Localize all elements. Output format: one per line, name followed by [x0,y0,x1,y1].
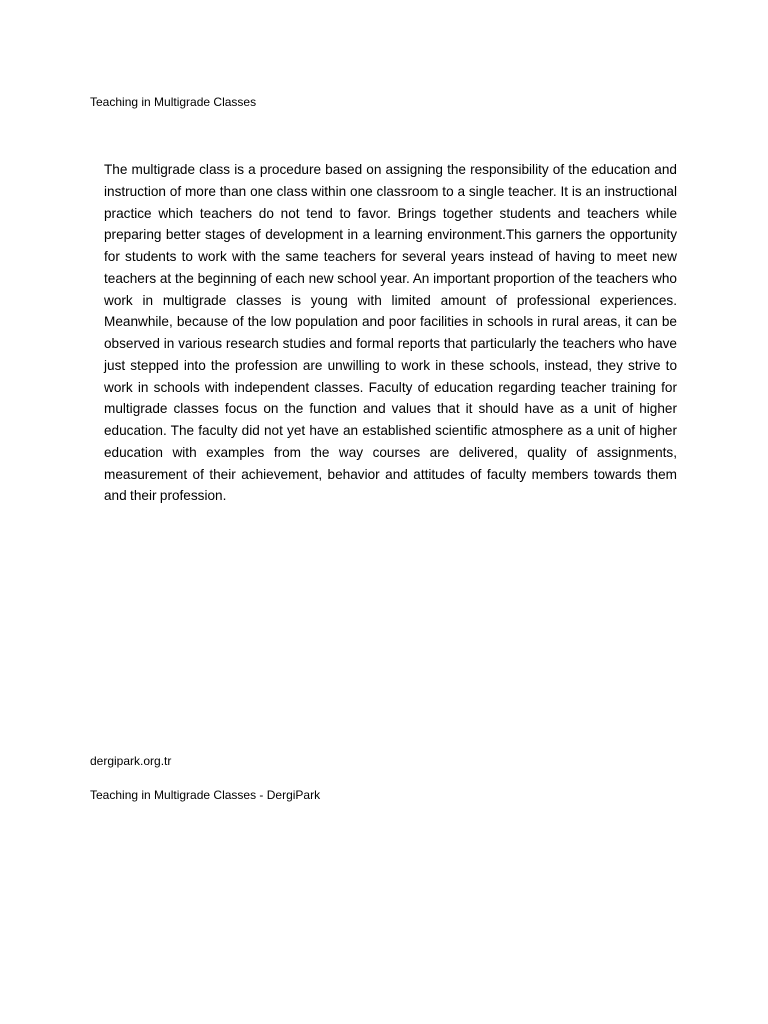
source-title: Teaching in Multigrade Classes - DergiPark [90,788,321,802]
page-title: Teaching in Multigrade Classes [90,95,257,109]
body-paragraph: The multigrade class is a procedure based on assigning the responsibility of the education and instruction of more than one class within one classroom to a single teacher. It is an instructional practice which teachers do not tend to favor. Brings together students and teachers while preparing better stages of development in a learning environment.This garners the opportunity for students to work with the same teachers for several years instead of having to meet new teachers at the beginning of each new school year. An important proportion of the teachers who work in multigrade classes is young with limited amount of professional experiences. Meanwhile, because of the low population and poor facilities in schools in rural areas, it can be observed in various research studies and formal reports that particularly the teachers who have just stepped into the profession are unwilling to work in these schools, instead, they strive to work in schools with independent classes. Faculty of education regarding teacher training for multigrade classes focus on the function and values that it should have as a unit of higher education. The faculty did not yet have an established scientific atmosphere as a unit of higher education with examples from the way courses are delivered, quality of assignments, measurement of their achievement, behavior and attitudes of faculty members towards them and their profession. [104,162,677,504]
source-domain: dergipark.org.tr [90,754,172,768]
